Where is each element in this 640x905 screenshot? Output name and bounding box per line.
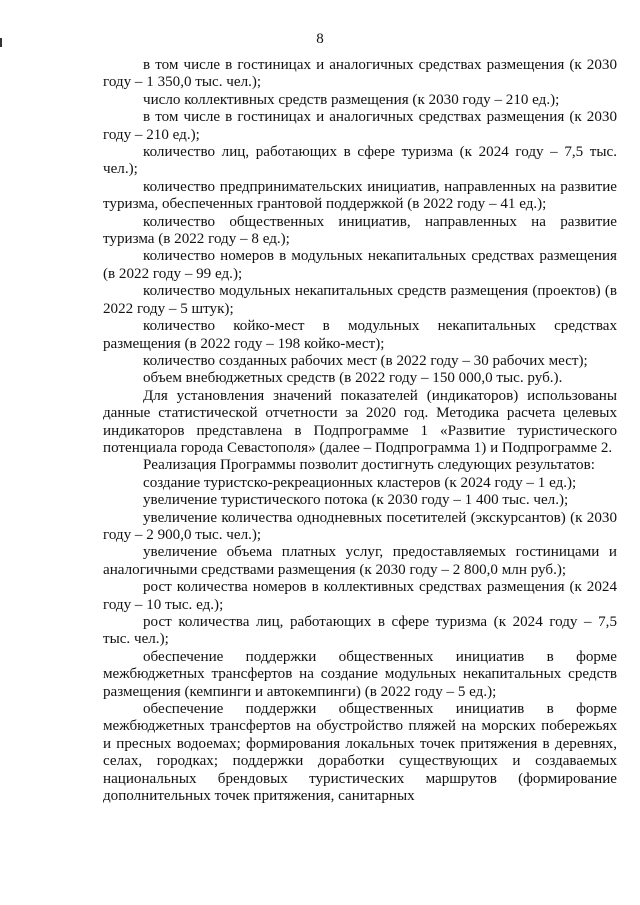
paragraph: количество модульных некапитальных средств размещения (проектов) (в 2022 году – 5 штук); [103,283,617,317]
paragraph: Для установления значений показателей (индикаторов) использованы данные статистической отчетности за 2020 год. Методика расчета целевых индикаторов представлена в Подпрограмме 1 «Развитие туристического потенциала города Севастополя» (далее – Подпрограмма 1) и Подпрограмме 2. [103,387,617,456]
paragraph: рост количества лиц, работающих в сфере туризма (к 2024 году – 7,5 тыс. чел.); [103,614,617,648]
paragraph: обеспечение поддержки общественных инициатив в форме межбюджетных трансфертов на создание модульных некапитальных средств размещения (кемпинги и автокемпинги) (в 2022 году – 5 ед.); [103,648,617,700]
paragraph: количество номеров в модульных некапитальных средствах размещения (в 2022 году – 99 ед.); [103,248,617,282]
paragraph: в том числе в гостиницах и аналогичных средствах размещения (к 2030 году – 1 350,0 тыс. чел.); [103,57,617,91]
paragraph: количество общественных инициатив, направленных на развитие туризма (в 2022 году – 8 ед.); [103,213,617,248]
paragraph: количество предпринимательских инициатив, направленных на развитие туризма, обеспеченных грантовой поддержкой (в 2022 году – 41 ед.); [103,178,617,213]
paragraph: число коллективных средств размещения (к 2030 году – 210 ед.); [143,91,560,108]
paragraph: в том числе в гостиницах и аналогичных средствах размещения (к 2030 году – 210 ед.); [103,109,617,143]
paragraph: количество койко-мест в модульных некапитальных средствах размещения (в 2022 году – 198 койко-мест); [103,318,617,352]
paragraph: рост количества номеров в коллективных средствах размещения (к 2024 году – 10 тыс. ед.); [103,579,617,613]
document-body [103,57,617,805]
paragraph: увеличение количества однодневных посетителей (экскурсантов) (к 2030 году – 2 900,0 тыс. чел.); [103,509,617,543]
paragraph: создание туристско-рекреационных кластеров (к 2024 году – 1 ед.); [143,474,577,491]
paragraph: количество лиц, работающих в сфере туризма (к 2024 году – 7,5 тыс. чел.); [103,144,617,178]
paragraph: количество созданных рабочих мест (в 2022 году – 30 рабочих мест); [143,352,588,369]
paragraph: обеспечение поддержки общественных инициатив в форме межбюджетных трансфертов на обустройство пляжей на морских побережьях и пресных водоемах; формирования локальных точек притяжения в деревнях, селах, городках; поддержки доработки существующих и создаваемых национальных брендовых туристических маршрутов (формирование дополнительных точек притяжения, санитарных [103,701,617,805]
paragraph: Реализация Программы позволит достигнуть следующих результатов: [143,457,595,474]
page-number: 8 [316,31,324,47]
paragraph: увеличение объема платных услуг, предоставляемых гостиницами и аналогичными средствами размещения (к 2030 году – 2 800,0 млн руб.); [103,544,617,578]
paragraph: объем внебюджетных средств (в 2022 году – 150 000,0 тыс. руб.). [143,370,563,387]
paragraph: увеличение туристического потока (к 2030 году – 1 400 тыс. чел.); [143,492,569,509]
